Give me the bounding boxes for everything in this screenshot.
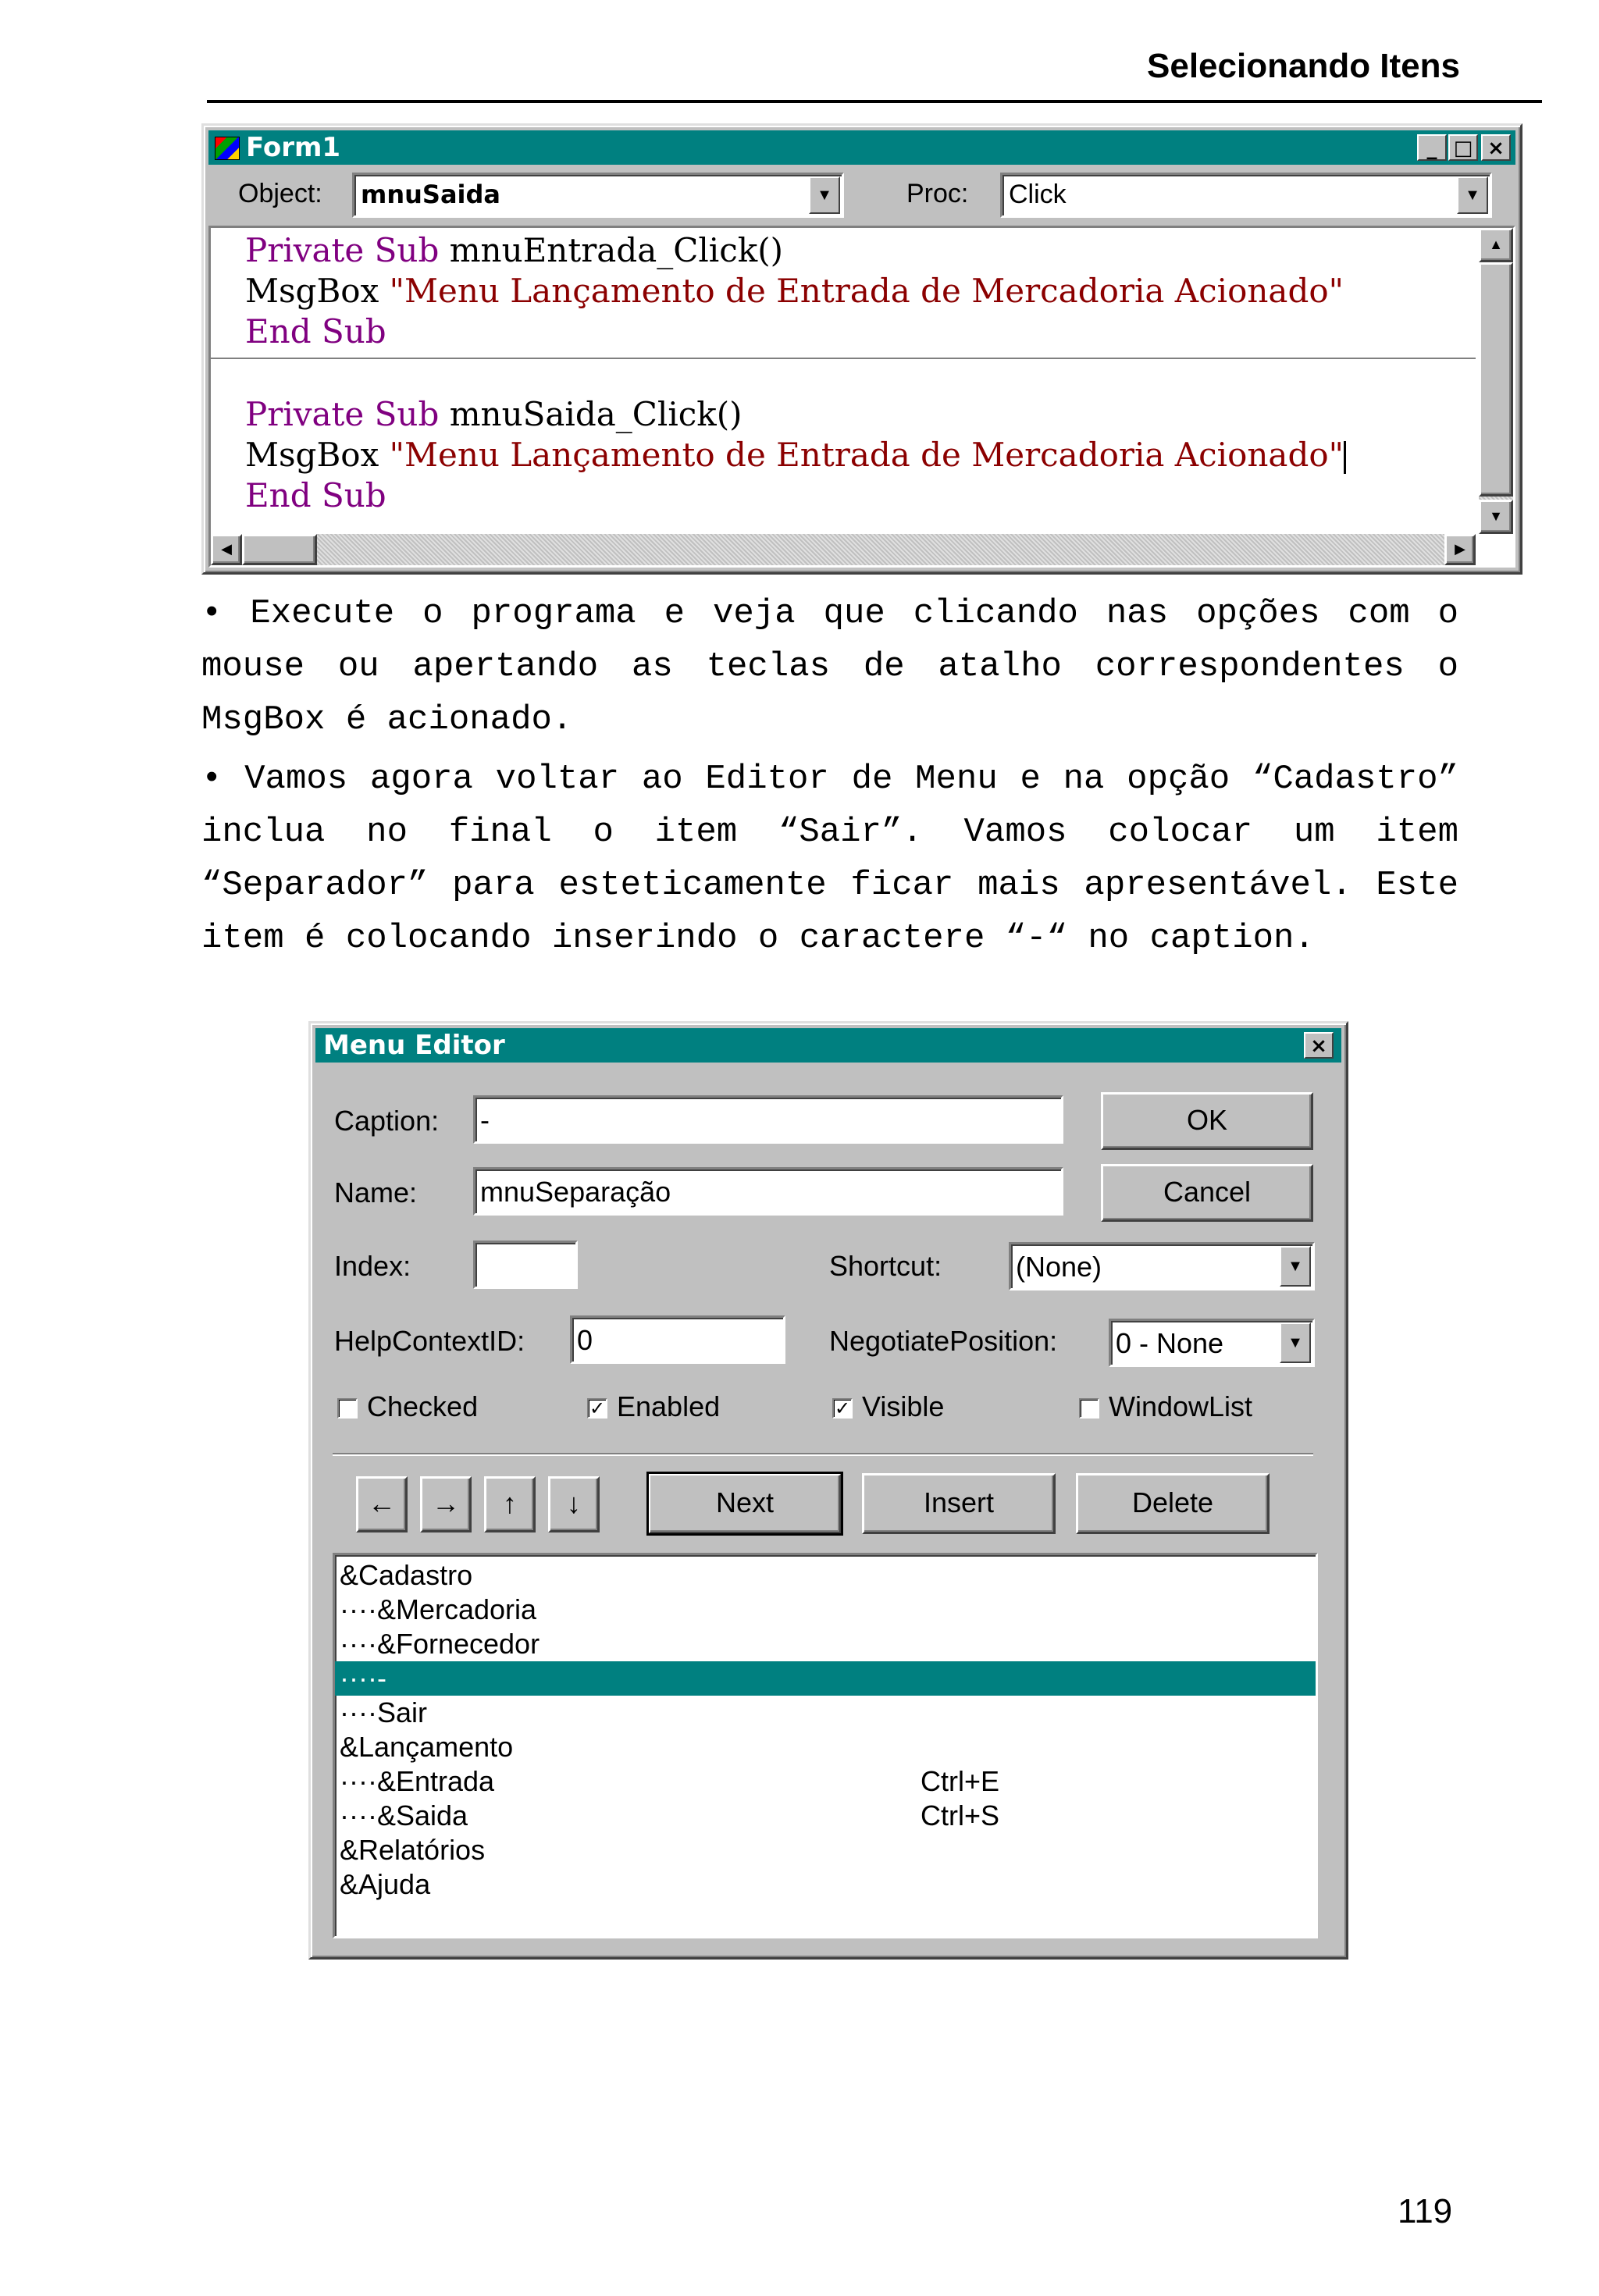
arrow-left-icon: ← bbox=[368, 1487, 396, 1519]
horizontal-scrollbar[interactable] bbox=[211, 534, 1476, 565]
proc-dropdown-button[interactable] bbox=[1457, 176, 1488, 214]
checkmark-icon: ✓ bbox=[834, 1397, 851, 1419]
caption-input-value: - bbox=[480, 1104, 490, 1136]
chevron-down-icon: ▼ bbox=[1465, 187, 1480, 204]
menu-editor-titlebar[interactable] bbox=[315, 1028, 1341, 1063]
text-cursor bbox=[1344, 441, 1346, 474]
caption-input[interactable] bbox=[473, 1095, 1063, 1144]
dialog-close-button[interactable] bbox=[1304, 1032, 1334, 1059]
shortcut-label: Shortcut: bbox=[829, 1250, 942, 1282]
minimize-button[interactable] bbox=[1417, 134, 1447, 161]
paragraph-execute: • Execute o programa e veja que clicando nas opções com o mouse ou apertando as teclas de atalho correspondentes o MsgBox é acionado. bbox=[201, 594, 1458, 739]
menu-editor-title: Menu Editor bbox=[323, 1030, 505, 1061]
proc-label: Proc: bbox=[906, 179, 969, 208]
code-line-5 bbox=[245, 436, 1346, 474]
next-button[interactable]: Next bbox=[648, 1473, 842, 1534]
name-input-value: mnuSeparação bbox=[480, 1176, 671, 1208]
procedure-separator bbox=[211, 358, 1476, 359]
menu-list-item[interactable]: &Cadastro bbox=[340, 1559, 473, 1591]
code-window bbox=[201, 123, 1522, 575]
scroll-left-button[interactable] bbox=[211, 534, 242, 565]
arrow-down-icon: ↓ bbox=[567, 1487, 581, 1519]
menu-list-item[interactable]: ····&Entrada bbox=[340, 1765, 495, 1797]
index-label: Index: bbox=[334, 1250, 411, 1282]
negotiate-label: NegotiatePosition: bbox=[829, 1325, 1058, 1357]
code-line-6: End Sub bbox=[245, 476, 386, 514]
helpcontext-input-value: 0 bbox=[577, 1324, 593, 1356]
arrow-up-icon: ▲ bbox=[1489, 237, 1503, 252]
chevron-down-icon: ▼ bbox=[1287, 1258, 1303, 1275]
menu-item-list[interactable] bbox=[333, 1553, 1318, 1938]
keyword-private-sub: Private Sub bbox=[245, 395, 450, 433]
windowlist-label: WindowList bbox=[1109, 1390, 1253, 1422]
chevron-down-icon: ▼ bbox=[1287, 1334, 1303, 1351]
menu-list-item[interactable]: ····- bbox=[340, 1662, 386, 1694]
shortcut-dropdown-button[interactable] bbox=[1280, 1246, 1311, 1287]
menu-list-item[interactable]: ····&Fornecedor bbox=[340, 1628, 540, 1660]
menu-editor-dialog bbox=[308, 1021, 1348, 1960]
caption-label: Caption: bbox=[334, 1105, 440, 1137]
proc-name: mnuSaida_Click() bbox=[449, 395, 743, 433]
object-label: Object: bbox=[238, 179, 322, 208]
code-line-3: End Sub bbox=[245, 312, 386, 351]
minimize-icon: _ bbox=[1426, 137, 1437, 160]
arrow-right-icon: → bbox=[432, 1487, 460, 1519]
ok-button[interactable]: OK bbox=[1101, 1092, 1313, 1150]
code-line-1 bbox=[245, 231, 783, 269]
string-literal: "Menu Lançamento de Entrada de Mercadoria Acionado" bbox=[389, 272, 1344, 310]
name-input[interactable] bbox=[473, 1167, 1063, 1216]
dialog-divider bbox=[333, 1453, 1313, 1456]
page-header-title: Selecionando Itens bbox=[1147, 47, 1460, 85]
msgbox-keyword: MsgBox bbox=[245, 436, 390, 474]
code-line-2 bbox=[245, 272, 1344, 310]
move-up-button[interactable] bbox=[484, 1476, 536, 1532]
helpcontext-input[interactable] bbox=[570, 1315, 785, 1364]
code-line-4 bbox=[245, 395, 743, 433]
move-left-button[interactable] bbox=[356, 1476, 408, 1532]
delete-button[interactable]: Delete bbox=[1076, 1473, 1270, 1534]
menu-list-shortcut: Ctrl+S bbox=[921, 1799, 1000, 1831]
menu-list-item[interactable]: ····&Saida bbox=[340, 1799, 468, 1831]
proc-combo[interactable] bbox=[1000, 173, 1492, 218]
visible-label: Visible bbox=[862, 1390, 945, 1422]
enabled-checkbox[interactable] bbox=[587, 1398, 607, 1419]
msgbox-keyword: MsgBox bbox=[245, 272, 390, 310]
menu-list-item[interactable]: ····Sair bbox=[340, 1696, 427, 1728]
menu-list-item[interactable]: &Lançamento bbox=[340, 1731, 514, 1763]
form-icon bbox=[215, 137, 240, 160]
enabled-label: Enabled bbox=[617, 1390, 721, 1422]
code-window-title: Form1 bbox=[246, 132, 341, 163]
menu-list-shortcut: Ctrl+E bbox=[921, 1765, 1000, 1797]
menu-list-item[interactable]: ····&Mercadoria bbox=[340, 1593, 537, 1625]
scroll-up-button[interactable] bbox=[1479, 228, 1513, 262]
header-rule bbox=[207, 100, 1542, 103]
close-icon: × bbox=[1310, 1034, 1327, 1058]
selected-row-highlight bbox=[335, 1661, 1316, 1696]
object-combo-value: mnuSaida bbox=[361, 180, 501, 209]
windowlist-checkbox[interactable] bbox=[1079, 1398, 1099, 1419]
keyword-private-sub: Private Sub bbox=[245, 231, 450, 269]
arrow-down-icon: ▼ bbox=[1489, 508, 1503, 524]
close-icon: × bbox=[1487, 137, 1505, 160]
h-scroll-thumb[interactable] bbox=[242, 534, 317, 565]
chevron-down-icon: ▼ bbox=[817, 187, 832, 204]
negotiate-combo-value: 0 - None bbox=[1116, 1327, 1224, 1359]
name-label: Name: bbox=[334, 1176, 418, 1209]
insert-button[interactable]: Insert bbox=[862, 1473, 1056, 1534]
code-window-titlebar[interactable] bbox=[208, 130, 1515, 165]
move-down-button[interactable] bbox=[548, 1476, 600, 1532]
checked-label: Checked bbox=[367, 1390, 479, 1422]
string-literal: "Menu Lançamento de Entrada de Mercadoria Acionado" bbox=[389, 436, 1344, 474]
code-editor[interactable] bbox=[208, 226, 1515, 568]
move-right-button[interactable] bbox=[420, 1476, 472, 1532]
menu-list-item[interactable]: &Relatórios bbox=[340, 1834, 486, 1866]
object-combo[interactable] bbox=[352, 173, 844, 218]
object-dropdown-button[interactable] bbox=[809, 176, 840, 214]
negotiate-dropdown-button[interactable] bbox=[1280, 1322, 1311, 1363]
negotiate-combo[interactable] bbox=[1109, 1319, 1315, 1367]
index-input[interactable] bbox=[473, 1241, 578, 1289]
maximize-button[interactable] bbox=[1448, 134, 1478, 161]
arrow-left-icon: ◀ bbox=[221, 541, 232, 557]
checked-checkbox[interactable] bbox=[337, 1398, 358, 1419]
visible-checkbox[interactable] bbox=[832, 1398, 853, 1419]
checkmark-icon: ✓ bbox=[589, 1397, 606, 1419]
shortcut-combo-value: (None) bbox=[1016, 1251, 1102, 1283]
maximize-icon: □ bbox=[1453, 137, 1473, 160]
paragraph-menu-editor: • Vamos agora voltar ao Editor de Menu e na opção “Cadastro” inclua no final o item “Sair”. Vamos colocar um item “Separador” para esteticamente ficar mais apresentável. Este item é colocando inserindo o caractere “-“ no caption. bbox=[201, 760, 1458, 958]
arrow-right-icon: ▶ bbox=[1455, 541, 1465, 557]
close-button[interactable] bbox=[1481, 134, 1511, 161]
arrow-up-icon: ↑ bbox=[503, 1487, 517, 1519]
vertical-scrollbar[interactable] bbox=[1479, 228, 1513, 534]
scroll-thumb[interactable] bbox=[1479, 262, 1513, 497]
proc-name: mnuEntrada_Click() bbox=[449, 231, 783, 269]
scroll-down-button[interactable] bbox=[1479, 500, 1513, 534]
proc-combo-value: Click bbox=[1009, 180, 1067, 209]
shortcut-combo[interactable] bbox=[1009, 1242, 1315, 1290]
scroll-right-button[interactable] bbox=[1444, 534, 1476, 565]
helpcontext-label: HelpContextID: bbox=[334, 1325, 525, 1357]
cancel-button[interactable]: Cancel bbox=[1101, 1164, 1313, 1222]
page-number: 119 bbox=[1398, 2192, 1453, 2230]
menu-list-item[interactable]: &Ajuda bbox=[340, 1868, 431, 1900]
